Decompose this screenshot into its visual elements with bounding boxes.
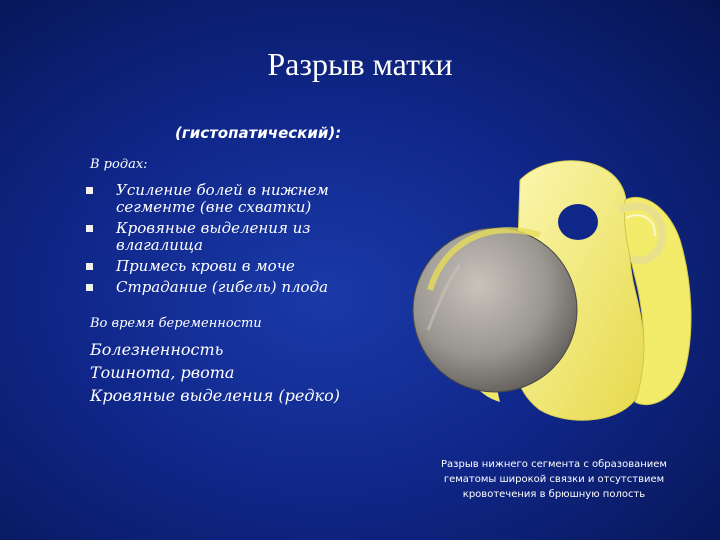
slide-title: Разрыв матки bbox=[267, 46, 453, 82]
section-label-labor: В родах: bbox=[90, 157, 148, 172]
list-item bbox=[86, 182, 376, 216]
pregnancy-signs-list bbox=[90, 338, 340, 407]
list-item-text: Усиление болей в нижнем сегменте (вне схватки) bbox=[116, 181, 329, 216]
figure-caption: Разрыв нижнего сегмента с образованием гематомы широкой связки и отсутствием кровотечения в брюшную полость bbox=[441, 459, 667, 500]
section-label-pregnancy: Во время беременности bbox=[90, 316, 262, 331]
labor-signs-list bbox=[86, 182, 376, 300]
list-item-text: Примесь крови в моче bbox=[116, 257, 295, 275]
list-item: Тошнота, рвота bbox=[90, 363, 235, 382]
list-item bbox=[86, 279, 376, 296]
square-bullet-icon bbox=[86, 225, 93, 232]
uterine-rupture-illustration bbox=[400, 140, 700, 440]
list-item: Кровяные выделения (редко) bbox=[90, 386, 340, 405]
list-item-text: Страдание (гибель) плода bbox=[116, 278, 329, 296]
list-item bbox=[86, 220, 376, 254]
list-item bbox=[86, 258, 376, 275]
slide-subtitle: (гистопатический): bbox=[175, 124, 342, 142]
square-bullet-icon bbox=[86, 187, 93, 194]
square-bullet-icon bbox=[86, 263, 93, 270]
list-item-text: Кровяные выделения из влагалища bbox=[116, 219, 311, 254]
list-item: Болезненность bbox=[90, 340, 224, 359]
square-bullet-icon bbox=[86, 284, 93, 291]
rupture-opening-shape bbox=[558, 204, 598, 240]
